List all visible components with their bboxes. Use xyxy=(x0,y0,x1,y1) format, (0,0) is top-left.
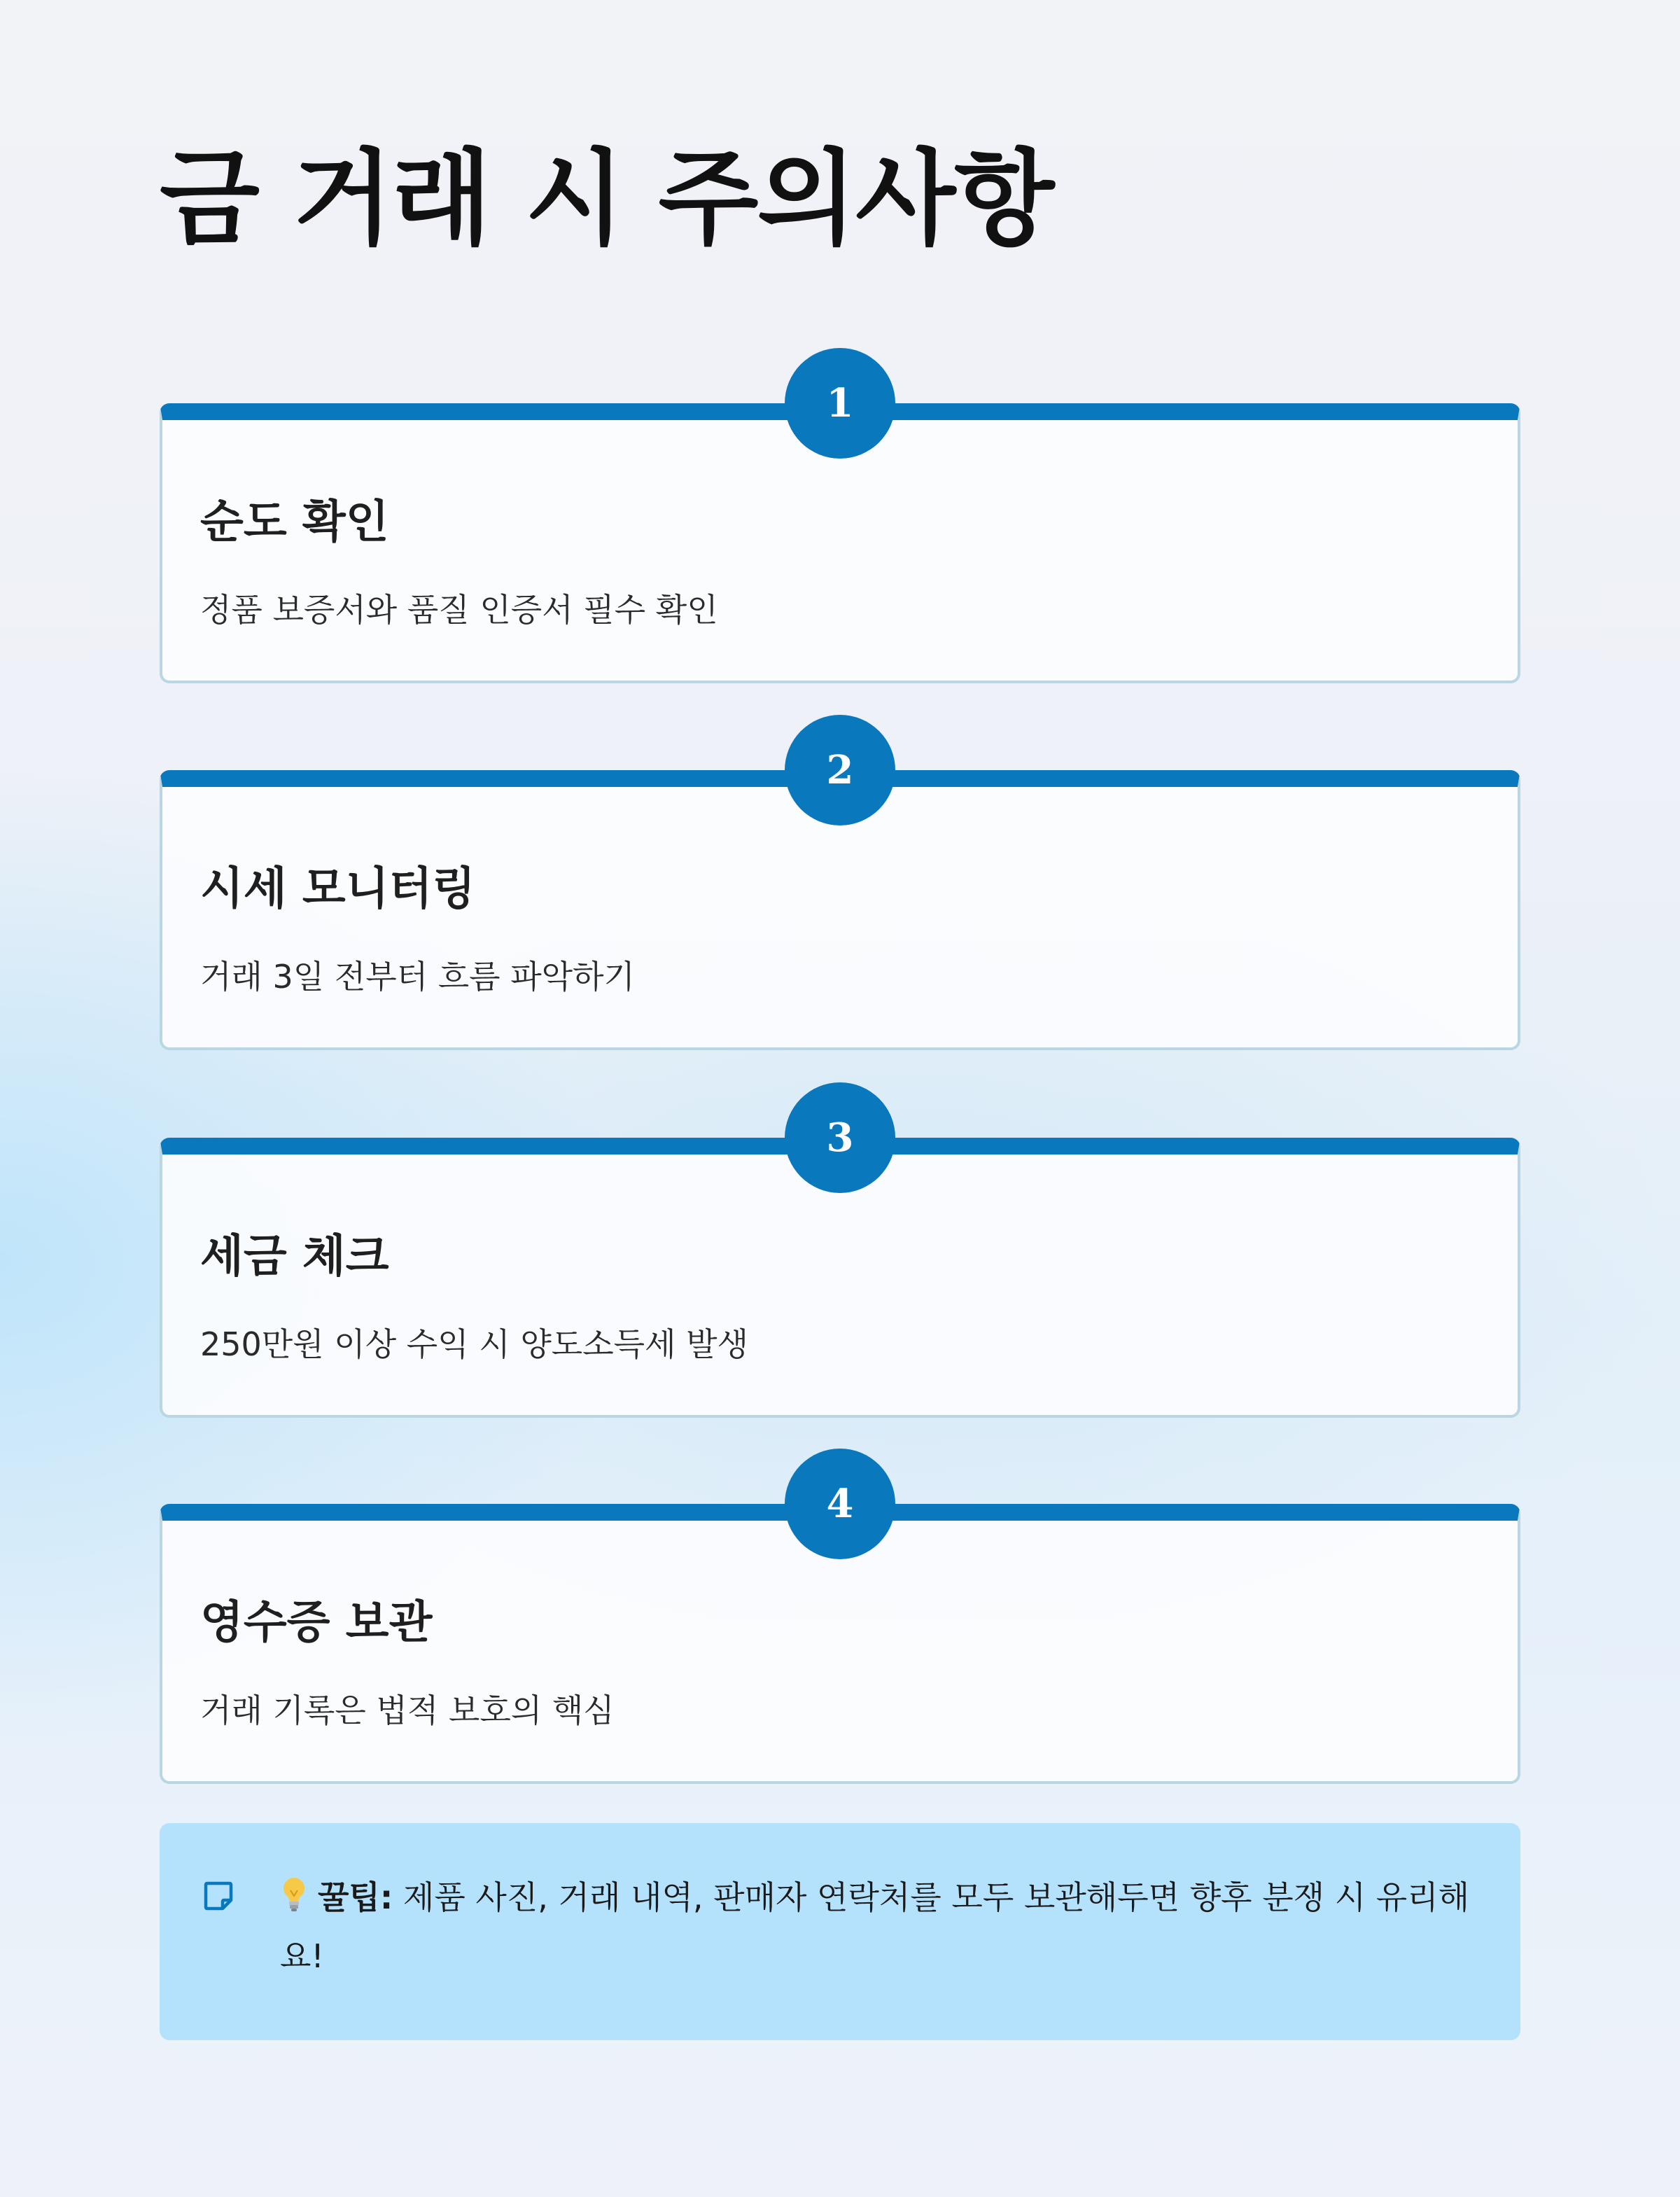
lightbulb-icon xyxy=(280,1875,308,1914)
step-number-badge: 2 xyxy=(785,715,895,825)
card-title: 영수증 보관 xyxy=(200,1597,433,1649)
step-number-badge: 1 xyxy=(785,348,895,459)
step-number-badge: 4 xyxy=(785,1449,895,1559)
card-description: 정품 보증서와 품질 인증서 필수 확인 xyxy=(200,591,718,629)
card-title: 순도 확인 xyxy=(200,496,389,548)
card-description: 거래 기록은 법적 보호의 핵심 xyxy=(200,1692,615,1729)
card-title: 세금 체크 xyxy=(200,1231,389,1283)
caution-card-1 xyxy=(160,380,1520,683)
tip-body: 제품 사진, 거래 내역, 판매자 연락처를 모두 보관해두면 향후 분쟁 시 유리해요! xyxy=(280,1878,1470,1975)
tip-label: 꿀팁: xyxy=(318,1878,393,1916)
step-number-badge: 3 xyxy=(785,1082,895,1193)
card-title: 시세 모니터링 xyxy=(200,863,476,915)
caution-card-3 xyxy=(160,1115,1520,1418)
tip-text xyxy=(280,1868,1484,1986)
card-description: 거래 3일 전부터 흐름 파악하기 xyxy=(200,958,635,996)
caution-card-2 xyxy=(160,747,1520,1050)
page-title: 금 거래 시 주의사항 xyxy=(160,139,1054,259)
sticky-note-icon xyxy=(203,1881,234,1911)
caution-card-4 xyxy=(160,1481,1520,1784)
tip-box xyxy=(160,1823,1520,2040)
card-description: 250만원 이상 수익 시 양도소득세 발생 xyxy=(200,1325,749,1363)
